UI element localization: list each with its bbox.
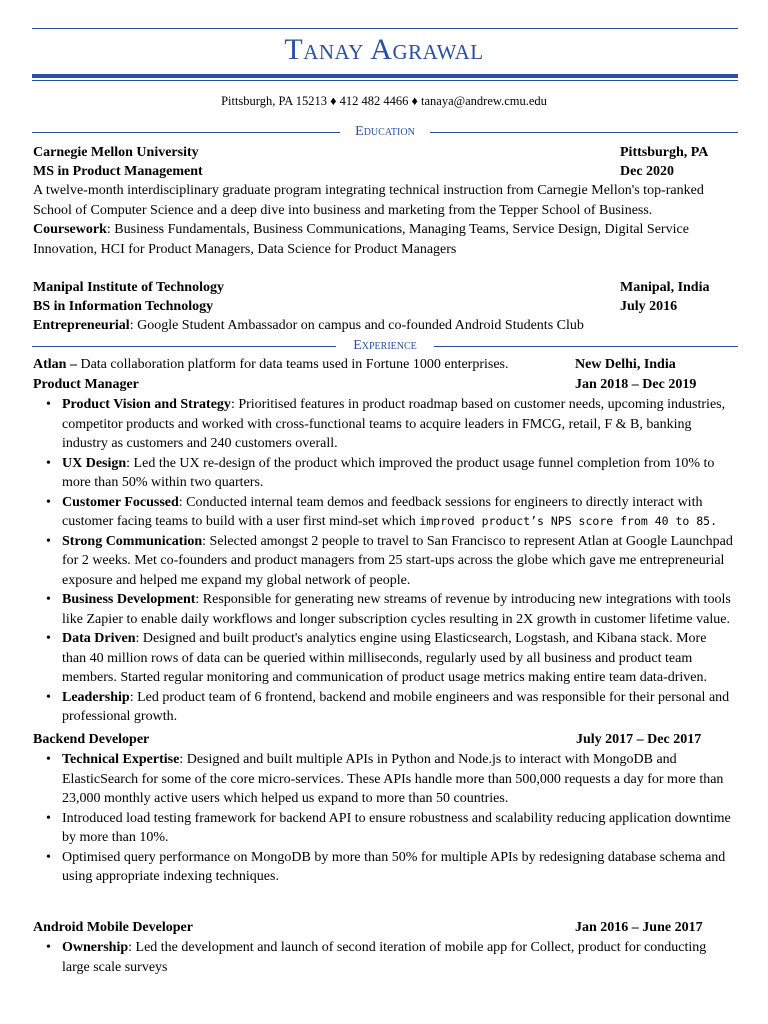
company-description: Data collaboration platform for data teams used in Fortune 1000 enterprises. [76, 357, 509, 372]
entrepreneurial-label: Entrepreneurial [33, 318, 130, 333]
manipal-date: July 2016 [620, 299, 678, 314]
list-item: • Ownership: Led the development and launch of second iteration of mobile app for Collect, product for conducting large scale surveys [46, 940, 707, 975]
cmu-degree: MS in Product Management [33, 164, 203, 179]
manipal-degree: BS in Information Technology [33, 299, 214, 314]
role-title-android-developer: Android Mobile Developer [33, 920, 193, 935]
bullet-text: Introduced load testing framework for backend API to ensure robustness and scalability reducing application downtime by more than 10%. [62, 810, 731, 845]
bullet-text: : Led the UX re-design of the product which improved the product usage funnel completion from 10% to more than 50% within two quarters. [62, 455, 715, 490]
product-manager-bullets [33, 395, 733, 727]
coursework-text: : Business Fundamentals, Business Communications, Managing Teams, Service Design, Digital Service Innovation, HCI for Product Managers, Data Science for Product Managers [33, 222, 689, 257]
experience-section-header [32, 338, 738, 354]
manipal-entrepreneurial [33, 316, 584, 336]
bullet-text: : Selected amongst 2 people to travel to San Francisco to represent Atlan at Google Launchpad for 2 weeks. Met co-founders and product managers from 25 start-ups across the globe which gave me entrepreneurial exposure and helped me expand my global network of people. [62, 533, 733, 588]
bullet-text: : Designed and built multiple APIs in Python and Node.js to interact with MongoDB and ElasticSearch for some of the core micro-services. These APIs handle more than 500,000 requests a day for more than 23,000 monthly active users which helped us expand to more than 50 countries. [62, 752, 724, 806]
manipal-location: Manipal, India [620, 280, 710, 295]
list-item: • Strong Communication: Selected amongst 2 people to travel to San Francisco to represent Atlan at Google Launchpad for 2 weeks. Met co-founders and product managers from 25 start-ups across the globe which gave me entrepreneurial exposure and helped me expand my global network of people. [46, 533, 733, 588]
bullet-label: Strong Communication [62, 533, 203, 549]
list-item: • Data Driven: Designed and built product's analytics engine using Elasticsearch, Logstash, and Kibana stack. More than 40 million rows of data can be queried within milliseconds, regularly used by all business and product team members. Started regular monitoring and communication of product usage metrics making entire team data-driven. [46, 631, 707, 685]
list-item: • Leadership: Led product team of 6 frontend, backend and mobile engineers and was responsible for their personal and professional growth. [46, 689, 730, 724]
bullet-text: : Prioritised features in product roadmap based on customer needs, upcoming industries, competitor products and worked with cross-functional teams to acquire leaders in FMCG, retail, F & B, banking industry as customers and 240 customers overall. [62, 397, 726, 451]
bullet-label: Data Driven [62, 631, 136, 646]
bullet-label: Technical Expertise [62, 752, 180, 767]
entrepreneurial-text: : Google Student Ambassador on campus and co-founded Android Students Club [129, 318, 584, 333]
bullet-text: Optimised query performance on MongoDB by more than 50% for multiple APIs by redesigning database schema and using appropriate indexing techniques. [62, 849, 726, 884]
cmu-school: Carnegie Mellon University [33, 145, 199, 160]
bullet-text-mono: improved product’s NPS score from 40 to 85. [419, 514, 718, 528]
company-name: Atlan – [33, 357, 77, 372]
bullet-text: : Designed and built product's analytics engine using Elasticsearch, Logstash, and Kibana stack. More than 40 million rows of data can be queried within milliseconds, regularly used by all business and product team members. Started regular monitoring and communication of product usage metrics making entire team data-driven. [62, 631, 707, 685]
bullet-label: Leadership [62, 689, 130, 705]
experience-heading: Experience [347, 338, 423, 353]
company-line [33, 355, 509, 375]
role-title-backend-developer: Backend Developer [33, 732, 150, 747]
bullet-label: UX Design [62, 455, 127, 471]
list-item: • Customer Focussed: Conducted internal team demos and feedback sessions for engineers to directly interact with customer facing teams to build with a user first mind-set which improved product’s NPS score from 40 to 85. [46, 494, 718, 529]
bullet-label: Business Development [62, 592, 196, 607]
cmu-description: A twelve-month interdisciplinary graduate program integrating technical instruction from Carnegie Mellon's top-ranked School of Computer Science and a deep dive into business and marketing from the Tepper School of Business. [33, 183, 704, 218]
list-item: • Business Development: Responsible for generating new streams of revenue by introducing new integrations with tools like Zapier to enable daily workflows and longer subscription cycles resulting in 2X growth in customer lifetime value. [46, 592, 731, 627]
list-item: • Introduced load testing framework for backend API to ensure robustness and scalability reducing application downtime by more than 10%. [46, 810, 731, 845]
list-item: • Product Vision and Strategy: Prioritised features in product roadmap based on customer needs, upcoming industries, competitor products and worked with cross-functional teams to acquire leaders in FMCG, retail, F & B, banking industry as customers and 240 customers overall. [46, 397, 726, 451]
bullet-text: : Led product team of 6 frontend, backend and mobile engineers and was responsible for their personal and professional growth. [62, 689, 730, 724]
list-item: • Optimised query performance on MongoDB by more than 50% for multiple APIs by redesigning database schema and using appropriate indexing techniques. [46, 849, 726, 884]
bullet-text: : Responsible for generating new streams of revenue by introducing new integrations with tools like Zapier to enable daily workflows and longer subscription cycles resulting in 2X growth in customer lifetime value. [62, 592, 731, 627]
list-item: • UX Design: Led the UX re-design of the product which improved the product usage funnel completion from 10% to more than 50% within two quarters. [46, 455, 715, 490]
candidate-name: Tanay Agrawal [284, 33, 484, 66]
cmu-coursework [33, 220, 733, 259]
header-thin-rule [32, 80, 738, 81]
cmu-date: Dec 2020 [620, 164, 675, 179]
bullet-label: Customer Focussed [62, 494, 179, 510]
role-title-product-manager: Product Manager [33, 377, 139, 392]
bullet-text: : Led the development and launch of second iteration of mobile app for Collect, product for conducting large scale surveys [62, 940, 707, 975]
coursework-label: Coursework [33, 222, 107, 237]
bullet-label: Product Vision and Strategy [62, 397, 231, 412]
role-date-android-developer: Jan 2016 – June 2017 [575, 920, 703, 935]
education-heading: Education [349, 124, 421, 139]
role-date-product-manager: Jan 2018 – Dec 2019 [575, 377, 697, 392]
company-location: New Delhi, India [575, 357, 676, 372]
contact-line: Pittsburgh, PA 15213 ♦ 412 482 4466 ♦ tanaya@andrew.cmu.edu [221, 94, 547, 108]
list-item: • Technical Expertise: Designed and built multiple APIs in Python and Node.js to interact with MongoDB and ElasticSearch for some of the core micro-services. These APIs handle more than 500,000 requests a day for more than 23,000 monthly active users which helped us expand to more than 50 countries. [46, 752, 724, 806]
header-thick-rule [32, 74, 738, 78]
backend-developer-bullets [33, 750, 733, 887]
android-developer-bullets [33, 938, 733, 977]
cmu-location: Pittsburgh, PA [620, 145, 709, 160]
bullet-text: : Conducted internal team demos and feedback sessions for engineers to directly interact with customer facing teams to build with a user first mind-set which [62, 494, 703, 529]
education-section-header [32, 124, 738, 140]
bullet-label: Ownership [62, 940, 129, 955]
manipal-school: Manipal Institute of Technology [33, 280, 224, 295]
role-date-backend-developer: July 2017 – Dec 2017 [576, 732, 702, 747]
header-top-rule [32, 28, 738, 29]
